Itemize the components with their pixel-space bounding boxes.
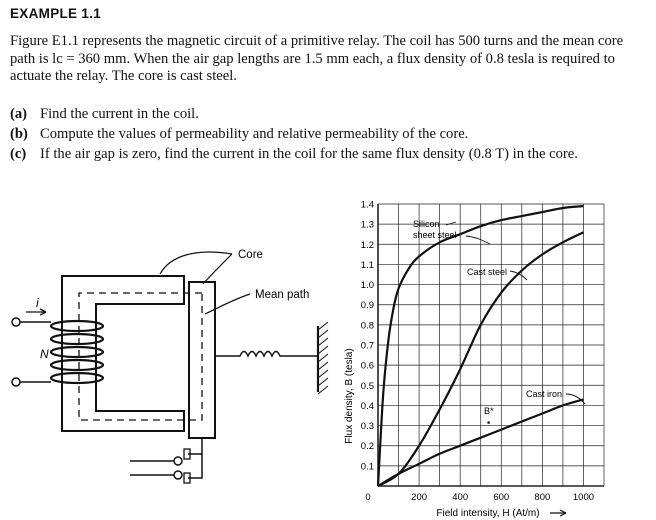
chart-xlabel: Field intensity, H (At/m) [436, 508, 540, 519]
b-star-marker [487, 421, 490, 424]
relay-core [62, 276, 184, 431]
label-turns-N: N [40, 347, 49, 361]
question-label: (a) [10, 106, 28, 122]
question-a [10, 104, 655, 124]
x-tick-label: 800 [534, 492, 551, 503]
question-text: Find the current in the coil. [40, 106, 199, 122]
y-tick-label: 0.9 [360, 300, 374, 312]
mean-path [79, 293, 202, 420]
y-tick-label: 0.1 [360, 461, 374, 473]
y-tick-label: 0.5 [360, 380, 374, 392]
relay-spring [215, 352, 318, 357]
y-tick-label: 0.3 [360, 421, 374, 433]
label-core: Core [238, 249, 263, 261]
annotation-cast-steel: Cast steel [467, 267, 508, 277]
intro-paragraph: Figure E1.1 represents the magnetic circuit of a primitive relay. The coil has 500 turns and the mean core path is lc = 360 mm. When the air gap lengths are 1.5 mm each, a flux density of 0.8 tesla is required to actuate the relay. The core is cast steel. [10, 33, 624, 84]
x-tick-label: 1000 [572, 492, 595, 503]
chart-grid [378, 204, 604, 486]
y-tick-label: 0.7 [360, 340, 374, 352]
question-label: (c) [10, 146, 27, 162]
x-tick-label: 0 [365, 492, 371, 503]
chart-annotations [413, 219, 585, 416]
y-tick-label: 0.4 [360, 400, 374, 412]
annotation-cast-iron: Cast iron [526, 389, 563, 399]
y-tick-label: 0.8 [360, 320, 374, 332]
x-tick-label: 200 [411, 492, 428, 503]
y-tick-label: 0.2 [360, 441, 374, 453]
figure-e1-1 [0, 196, 656, 520]
question-text: If the air gap is zero, find the current in the coil for the same flux density (0.8 T) in the core. [40, 146, 578, 162]
question-b [10, 124, 655, 144]
example-title: EXAMPLE 1.1 [10, 6, 102, 21]
annotation-b-star: B* [484, 406, 494, 416]
question-list [10, 104, 655, 164]
question-label: (b) [10, 126, 28, 142]
y-tick-label: 1.2 [360, 239, 374, 251]
y-tick-label: 1.0 [360, 280, 374, 292]
y-tick-label: 1.1 [360, 259, 374, 271]
annotation-silicon-line1: Silicon [413, 219, 440, 229]
y-tick-label: 0.6 [360, 360, 374, 372]
question-text: Compute the values of permeability and relative permeability of the core. [40, 126, 469, 142]
y-tick-label: 1.4 [360, 199, 374, 211]
x-tick-label: 400 [452, 492, 469, 503]
chart-ylabel: Flux density, B (tesla) [344, 348, 355, 444]
annotation-silicon-line2: sheet steel [413, 230, 457, 240]
x-tick-label: 600 [493, 492, 510, 503]
label-current-i: i [36, 296, 39, 310]
relay-diagram [12, 252, 328, 483]
bh-chart [344, 200, 604, 520]
label-mean-path: Mean path [255, 289, 310, 301]
y-tick-label: 1.3 [360, 219, 374, 231]
question-c [10, 144, 655, 164]
